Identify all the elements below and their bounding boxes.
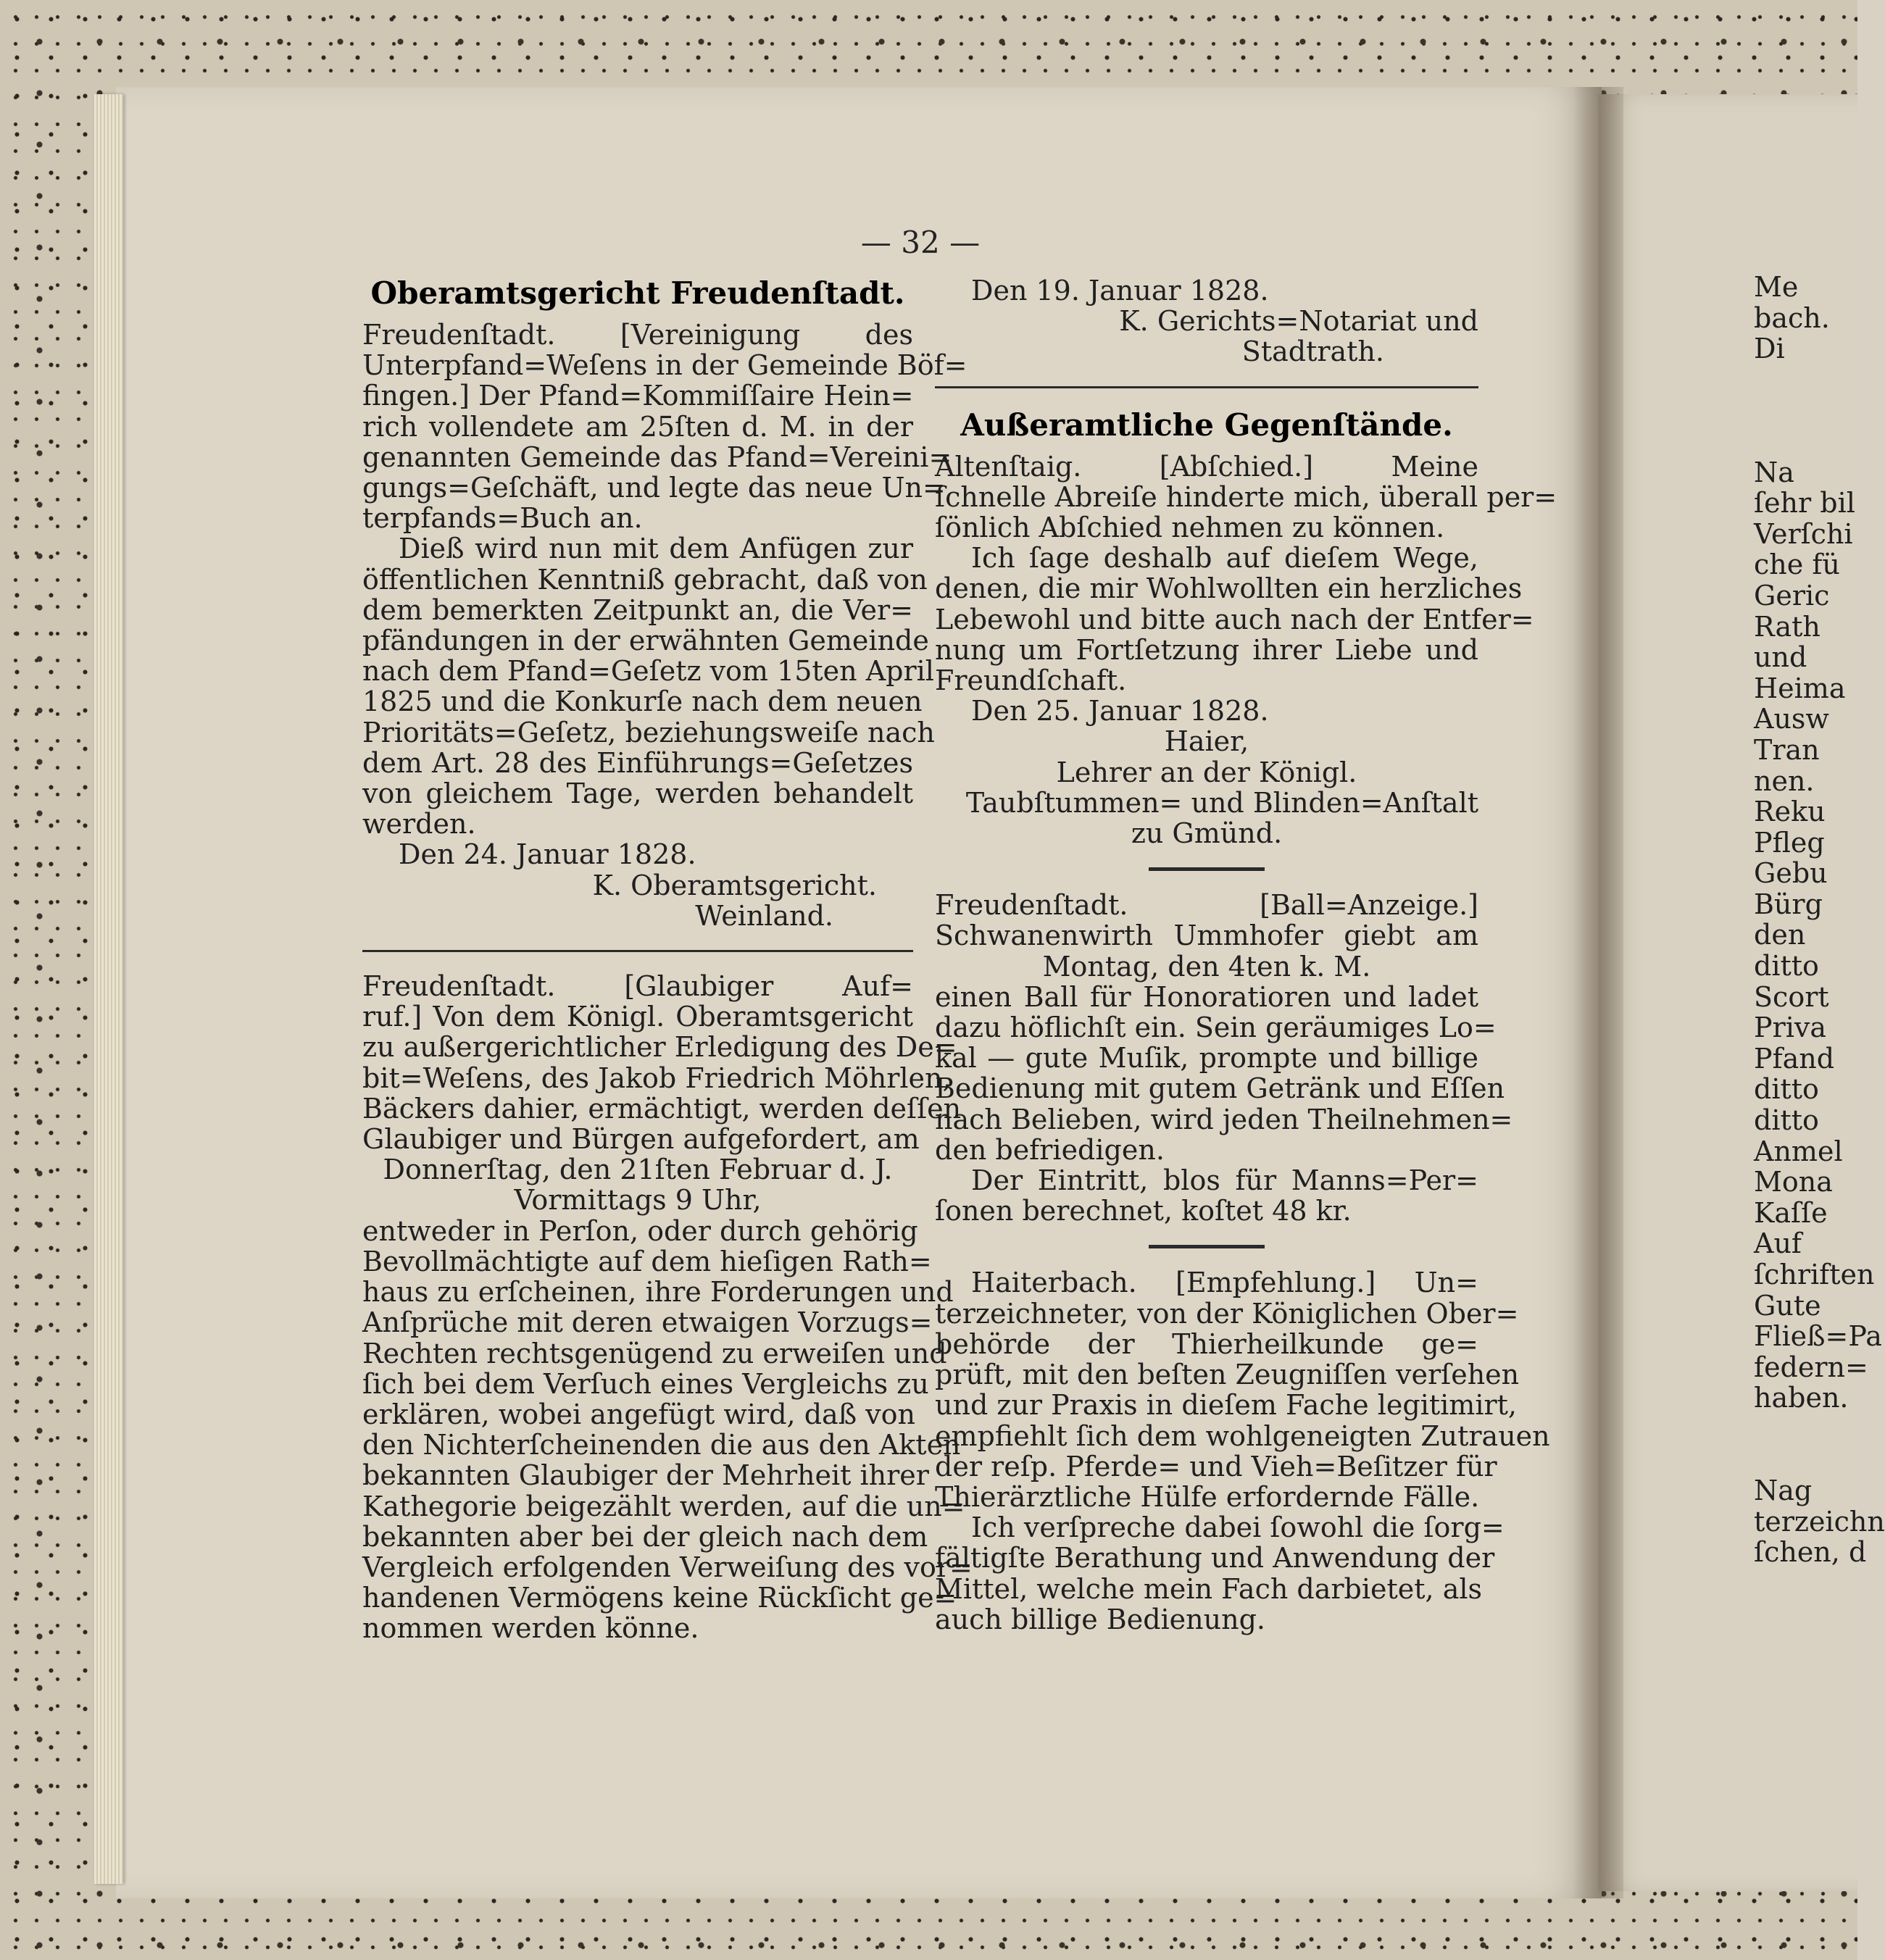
- text-line: nommen werden könne.: [362, 1612, 699, 1645]
- fragment-line: ditto: [1754, 1073, 1819, 1106]
- fragment-line: Gute: [1754, 1289, 1821, 1322]
- section-divider: [362, 950, 913, 952]
- text-line: Rechten rechtsgenügend zu erweiſen und: [362, 1337, 947, 1369]
- fragment-line: Gebu: [1754, 857, 1828, 890]
- notice-glaubiger-aufruf: [362, 970, 973, 1645]
- text-line: Schwanenwirth Ummhofer giebt am: [935, 919, 1478, 952]
- section-divider: [1149, 1245, 1265, 1248]
- fragment-line: Geric: [1754, 579, 1830, 612]
- text-line: gungs=Geſchäft, und legte das neue Un=: [362, 472, 946, 504]
- notice-issuer: K. Oberamtsgericht.: [592, 869, 877, 901]
- section-divider: [1149, 867, 1265, 871]
- fragment-line: Me: [1754, 271, 1799, 303]
- text-line: 1825 und die Konkurſe nach dem neuen: [362, 685, 923, 718]
- text-line: kal — gute Muſik, prompte und billige: [935, 1042, 1478, 1075]
- text-line: Freudenſtadt. [Vereinigung des: [362, 319, 913, 351]
- text-line: terpfands=Buch an.: [362, 502, 643, 535]
- text-line: pfändungen in der erwähnten Gemeinde: [362, 625, 929, 657]
- fragment-line: ſchriften: [1754, 1259, 1875, 1290]
- text-line: rich vollendete am 25ſten d. M. in der: [362, 410, 913, 443]
- fragment-line: federn=: [1754, 1351, 1868, 1383]
- text-line: nach Belieben, wird jeden Theilnehmen=: [935, 1103, 1513, 1135]
- fragment-line: Reku: [1754, 796, 1826, 828]
- text-line: ruf.] Von dem Königl. Oberamtsgericht: [362, 1001, 913, 1033]
- text-line: Thierärztliche Hülfe erfordernde Fälle.: [935, 1480, 1480, 1513]
- fragment-line: Heima: [1754, 672, 1846, 704]
- fragment-line: haben.: [1754, 1382, 1849, 1414]
- notice-date: Den 25. Januar 1828.: [971, 695, 1269, 727]
- fragment-line: Fließ=Pa: [1754, 1320, 1882, 1353]
- notice-signature: Weinland.: [695, 899, 833, 932]
- fragment-line: Scort: [1754, 980, 1829, 1013]
- fragment-line: nen.: [1754, 764, 1815, 797]
- fragment-line: Pfleg: [1754, 826, 1825, 859]
- text-line: Ich verſpreche dabei ſowohl die ſorg=: [971, 1511, 1505, 1544]
- fragment-line: Kaſſe: [1754, 1196, 1828, 1229]
- notice-signature: Taubſtummen= und Blinden=Anſtalt: [965, 786, 1478, 819]
- text-line: bekannten aber bei der gleich nach dem: [362, 1520, 928, 1553]
- text-line: Vormittags 9 Uhr,: [514, 1184, 762, 1217]
- text-line: genannten Gemeinde das Pfand=Vereini=: [362, 441, 952, 473]
- text-line: Unterpfand=Weſens in der Gemeinde Böf=: [362, 349, 968, 382]
- next-page-fragments: [1754, 271, 1885, 1569]
- fragment-line: und: [1754, 641, 1807, 674]
- section-heading: Außeramtliche Gegenſtände.: [960, 406, 1453, 443]
- page-edges: [94, 94, 123, 1884]
- text-line: dem Art. 28 des Einführungs=Geſetzes: [362, 746, 913, 779]
- text-line: Prioritäts=Geſetz, beziehungsweiſe nach: [362, 716, 935, 748]
- fragment-line: [1754, 395, 1857, 426]
- fragment-line: Tran: [1754, 733, 1820, 766]
- text-line: bit=Weſens, des Jakob Friedrich Möhrlen,: [362, 1062, 952, 1094]
- text-line: Freundſchaft.: [935, 664, 1127, 697]
- notice-date: Den 24. Januar 1828.: [399, 838, 696, 871]
- text-line: ſich bei dem Verſuch eines Vergleichs zu: [362, 1367, 929, 1400]
- text-line: Anſprüche mit deren etwaigen Vorzugs=: [362, 1306, 933, 1339]
- fragment-line: [1754, 426, 1857, 457]
- text-line: prüft, mit den beſten Zeugniſſen verſehen: [935, 1359, 1520, 1391]
- text-line: behörde der Thierheilkunde ge=: [935, 1327, 1478, 1360]
- text-line: handenen Vermögens keine Rückſicht ge=: [362, 1582, 957, 1614]
- fragment-line: [1754, 364, 1857, 396]
- text-line: entweder in Perſon, oder durch gehörig: [362, 1214, 918, 1247]
- text-line: Donnerſtag, den 21ſten Februar d. J.: [383, 1154, 893, 1186]
- fragment-line: Rath: [1754, 610, 1820, 643]
- fragment-line: Pfand: [1754, 1042, 1835, 1075]
- fragment-line: [1754, 1414, 1857, 1445]
- page-number: — 32 —: [860, 225, 981, 260]
- section-divider: [935, 386, 1478, 388]
- text-line: zu außergerichtlicher Erledigung des De=: [362, 1031, 957, 1064]
- text-line: Freudenſtadt. [Glaubiger Auf=: [362, 970, 913, 1003]
- text-line: Bedienung mit gutem Getränk und Eſſen: [935, 1072, 1505, 1105]
- notice-signature: zu Gmünd.: [1131, 817, 1283, 850]
- text-line: Der Eintritt, blos für Manns=Per=: [971, 1164, 1478, 1197]
- text-line: Haiterbach. [Empfehlung.] Un=: [971, 1267, 1478, 1299]
- text-line: Freudenſtadt. [Ball=Anzeige.]: [935, 889, 1478, 922]
- text-line: den befriedigen.: [935, 1133, 1165, 1166]
- fragment-line: Auf: [1754, 1227, 1802, 1260]
- fragment-line: Verſchi: [1754, 517, 1853, 550]
- text-line: fingen.] Der Pfand=Kommiſſaire Hein=: [362, 380, 914, 412]
- text-line: Kathegorie beigezählt werden, auf die un=: [362, 1490, 965, 1522]
- text-line: Vergleich erfolgenden Verweiſung des vor=: [362, 1551, 973, 1583]
- text-line: Montag, den 4ten k. M.: [1042, 950, 1371, 983]
- fragment-line: ditto: [1754, 1104, 1819, 1137]
- text-line: Ich ſage deshalb auf dieſem Wege,: [971, 542, 1478, 575]
- fragment-line: bach.: [1754, 301, 1830, 334]
- fragment-line: terzeichn: [1754, 1505, 1885, 1538]
- notice-ball-anzeige: [935, 889, 1513, 1227]
- notice-vereinigung: [362, 319, 968, 932]
- text-line: den Nichterſcheinenden die aus den Akten: [362, 1429, 961, 1461]
- text-line: werden.: [362, 808, 476, 841]
- text-line: öffentlichen Kenntniß gebracht, daß von: [362, 563, 928, 596]
- text-line: einen Ball für Honoratioren und ladet: [935, 980, 1478, 1013]
- fragment-line: Priva: [1754, 1012, 1827, 1044]
- text-line: dem bemerkten Zeitpunkt an, die Ver=: [362, 593, 913, 626]
- fragment-line: che fü: [1754, 549, 1840, 581]
- text-line: auch billige Bedienung.: [935, 1603, 1265, 1635]
- text-line: der reſp. Pferde= und Vieh=Beſitzer für: [935, 1450, 1497, 1482]
- text-line: Glaubiger und Bürgen aufgefordert, am: [362, 1123, 920, 1156]
- notice-signature: Lehrer an der Königl.: [1056, 756, 1357, 788]
- text-line: und zur Praxis in dieſem Fache legitimirt,: [935, 1389, 1517, 1422]
- fragment-line: den: [1754, 919, 1806, 951]
- fragment-line: Nag: [1754, 1475, 1813, 1507]
- section-heading: Oberamtsgericht Freudenſtadt.: [370, 275, 905, 311]
- notice-abschied: [935, 450, 1557, 850]
- fragment-line: ditto: [1754, 950, 1819, 983]
- text-line: ſönlich Abſchied nehmen zu können.: [935, 512, 1445, 544]
- text-line: Bäckers dahier, ermächtigt, werden deſſen: [362, 1092, 962, 1125]
- text-line: fältigſte Berathung und Anwendung der: [935, 1542, 1495, 1575]
- text-line: empfiehlt ſich dem wohlgeneigten Zutrauen: [935, 1419, 1550, 1452]
- text-line: Altenſtaig. [Abſchied.] Meine: [935, 450, 1478, 483]
- fragment-line: ſchen, d: [1754, 1536, 1867, 1569]
- notice-empfehlung: [935, 1267, 1550, 1635]
- text-line: nung um Fortſetzung ihrer Liebe und: [935, 633, 1478, 666]
- text-line: ſchnelle Abreiſe hinderte mich, überall per=: [935, 480, 1557, 513]
- fragment-line: Ausw: [1754, 703, 1829, 735]
- left-column: [362, 275, 973, 1645]
- text-line: ſonen berechnet, koſtet 48 kr.: [935, 1195, 1352, 1227]
- text-line: nach dem Pfand=Geſetz vom 15ten April: [362, 655, 934, 688]
- fragment-line: [1754, 1445, 1857, 1476]
- fragment-line: Na: [1754, 456, 1794, 488]
- fragment-line: Mona: [1754, 1166, 1833, 1198]
- notice-signature: Haier,: [1164, 725, 1249, 758]
- fragment-line: Anmel: [1754, 1135, 1843, 1167]
- text-line: von gleichem Tage, werden behandelt: [362, 777, 913, 810]
- text-line: Bevollmächtigte auf dem hieſigen Rath=: [362, 1245, 932, 1277]
- text-line: terzeichneter, von der Königlichen Ober=: [935, 1297, 1519, 1330]
- text-line: Lebewohl und bitte auch nach der Entfer=: [935, 603, 1534, 635]
- notice-date: Den 19. Januar 1828.: [971, 275, 1269, 306]
- text-line: erklären, wobei angefügt wird, daß von: [362, 1398, 915, 1430]
- fragment-line: ſehr bil: [1754, 487, 1855, 520]
- right-column: [935, 275, 1557, 1635]
- text-line: dazu höflichſt ein. Sein geräumiges Lo=: [935, 1012, 1497, 1044]
- fragment-line: Di: [1754, 333, 1785, 365]
- fragment-line: Bürg: [1754, 888, 1823, 920]
- text-line: Mittel, welche mein Fach darbietet, als: [935, 1572, 1483, 1605]
- text-line: denen, die mir Wohlwollten ein herzliches: [935, 572, 1523, 605]
- text-line: haus zu erſcheinen, ihre Forderungen und: [362, 1276, 954, 1309]
- notice-issuer: Stadtrath.: [1241, 335, 1384, 368]
- text-line: Dieß wird nun mit dem Anfügen zur: [399, 533, 913, 565]
- notice-issuer: K. Gerichts=Notariat und: [1119, 305, 1478, 338]
- book-gutter: [1573, 87, 1623, 1898]
- text-line: bekannten Glaubiger der Mehrheit ihrer: [362, 1459, 929, 1492]
